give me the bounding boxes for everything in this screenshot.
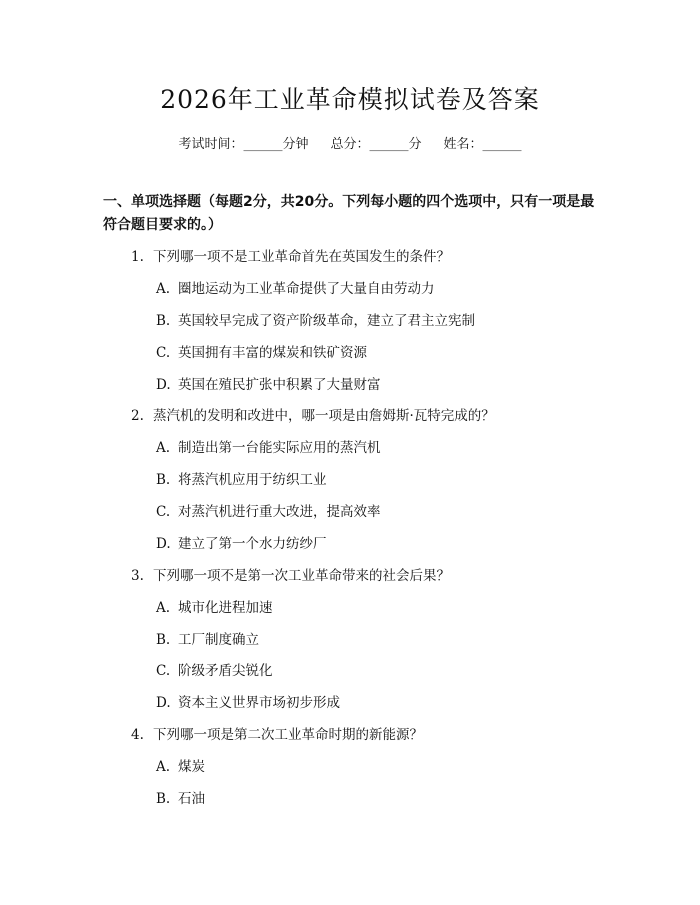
option-1d (156, 373, 381, 393)
option-letter: B. (156, 472, 171, 488)
question-text: 下列哪一项不是第一次工业革命带来的社会后果？ (153, 568, 450, 584)
option-letter: A. (156, 281, 171, 297)
option-letter: B. (156, 632, 171, 648)
exam-info-line (0, 133, 700, 152)
option-3c (156, 659, 273, 679)
option-text: 煤炭 (178, 759, 205, 775)
question-1 (131, 245, 450, 265)
question-number: 3. (131, 568, 144, 584)
question-3 (131, 564, 450, 584)
option-2d (156, 532, 327, 552)
option-3d (156, 691, 340, 711)
option-2b (156, 468, 327, 488)
option-letter: B. (156, 791, 171, 807)
option-4a (156, 755, 205, 775)
option-text: 阶级矛盾尖锐化 (178, 663, 273, 679)
option-text: 英国在殖民扩张中积累了大量财富 (178, 377, 381, 393)
option-letter: C. (156, 663, 171, 679)
option-text: 建立了第一个水力纺纱厂 (178, 536, 327, 552)
page-title: 2026年工业革命模拟试卷及答案 (160, 85, 540, 114)
total-score-field: 总分：______分 (330, 137, 422, 152)
option-letter: C. (156, 345, 171, 361)
option-3a (156, 596, 273, 616)
option-text: 将蒸汽机应用于纺织工业 (178, 472, 327, 488)
question-2 (131, 404, 495, 424)
option-text: 制造出第一台能实际应用的蒸汽机 (178, 440, 381, 456)
option-3b (156, 628, 259, 648)
option-letter: D. (156, 536, 171, 552)
question-text: 蒸汽机的发明和改进中，哪一项是由詹姆斯·瓦特完成的？ (153, 408, 495, 424)
option-4b (156, 787, 205, 807)
option-1c (156, 341, 367, 361)
option-letter: A. (156, 759, 171, 775)
option-letter: A. (156, 440, 171, 456)
option-text: 城市化进程加速 (178, 600, 273, 616)
question-number: 2. (131, 408, 144, 424)
option-letter: D. (156, 377, 171, 393)
question-text: 下列哪一项不是工业革命首先在英国发生的条件？ (153, 249, 450, 265)
option-2c (156, 500, 381, 520)
name-field: 姓名：______ (443, 137, 522, 152)
question-number: 1. (131, 249, 144, 265)
option-1a (156, 277, 435, 297)
section-heading: 一、单项选择题（每题2分，共20分。下列每小题的四个选项中，只有一项是最符合题目要求的。） (103, 194, 595, 233)
option-letter: D. (156, 695, 171, 711)
option-text: 对蒸汽机进行重大改进，提高效率 (178, 504, 381, 520)
option-letter: B. (156, 313, 171, 329)
option-text: 资本主义世界市场初步形成 (178, 695, 340, 711)
option-text: 英国较早完成了资产阶级革命，建立了君主立宪制 (178, 313, 475, 329)
option-letter: A. (156, 600, 171, 616)
exam-time-field: 考试时间：______分钟 (178, 137, 309, 152)
option-2a (156, 436, 381, 456)
option-text: 石油 (178, 791, 205, 807)
question-number: 4. (131, 727, 144, 743)
option-letter: C. (156, 504, 171, 520)
question-text: 下列哪一项是第二次工业革命时期的新能源？ (153, 727, 423, 743)
question-4 (131, 723, 423, 743)
option-text: 英国拥有丰富的煤炭和铁矿资源 (178, 345, 367, 361)
option-1b (156, 309, 475, 329)
option-text: 圈地运动为工业革命提供了大量自由劳动力 (178, 281, 435, 297)
option-text: 工厂制度确立 (178, 632, 259, 648)
